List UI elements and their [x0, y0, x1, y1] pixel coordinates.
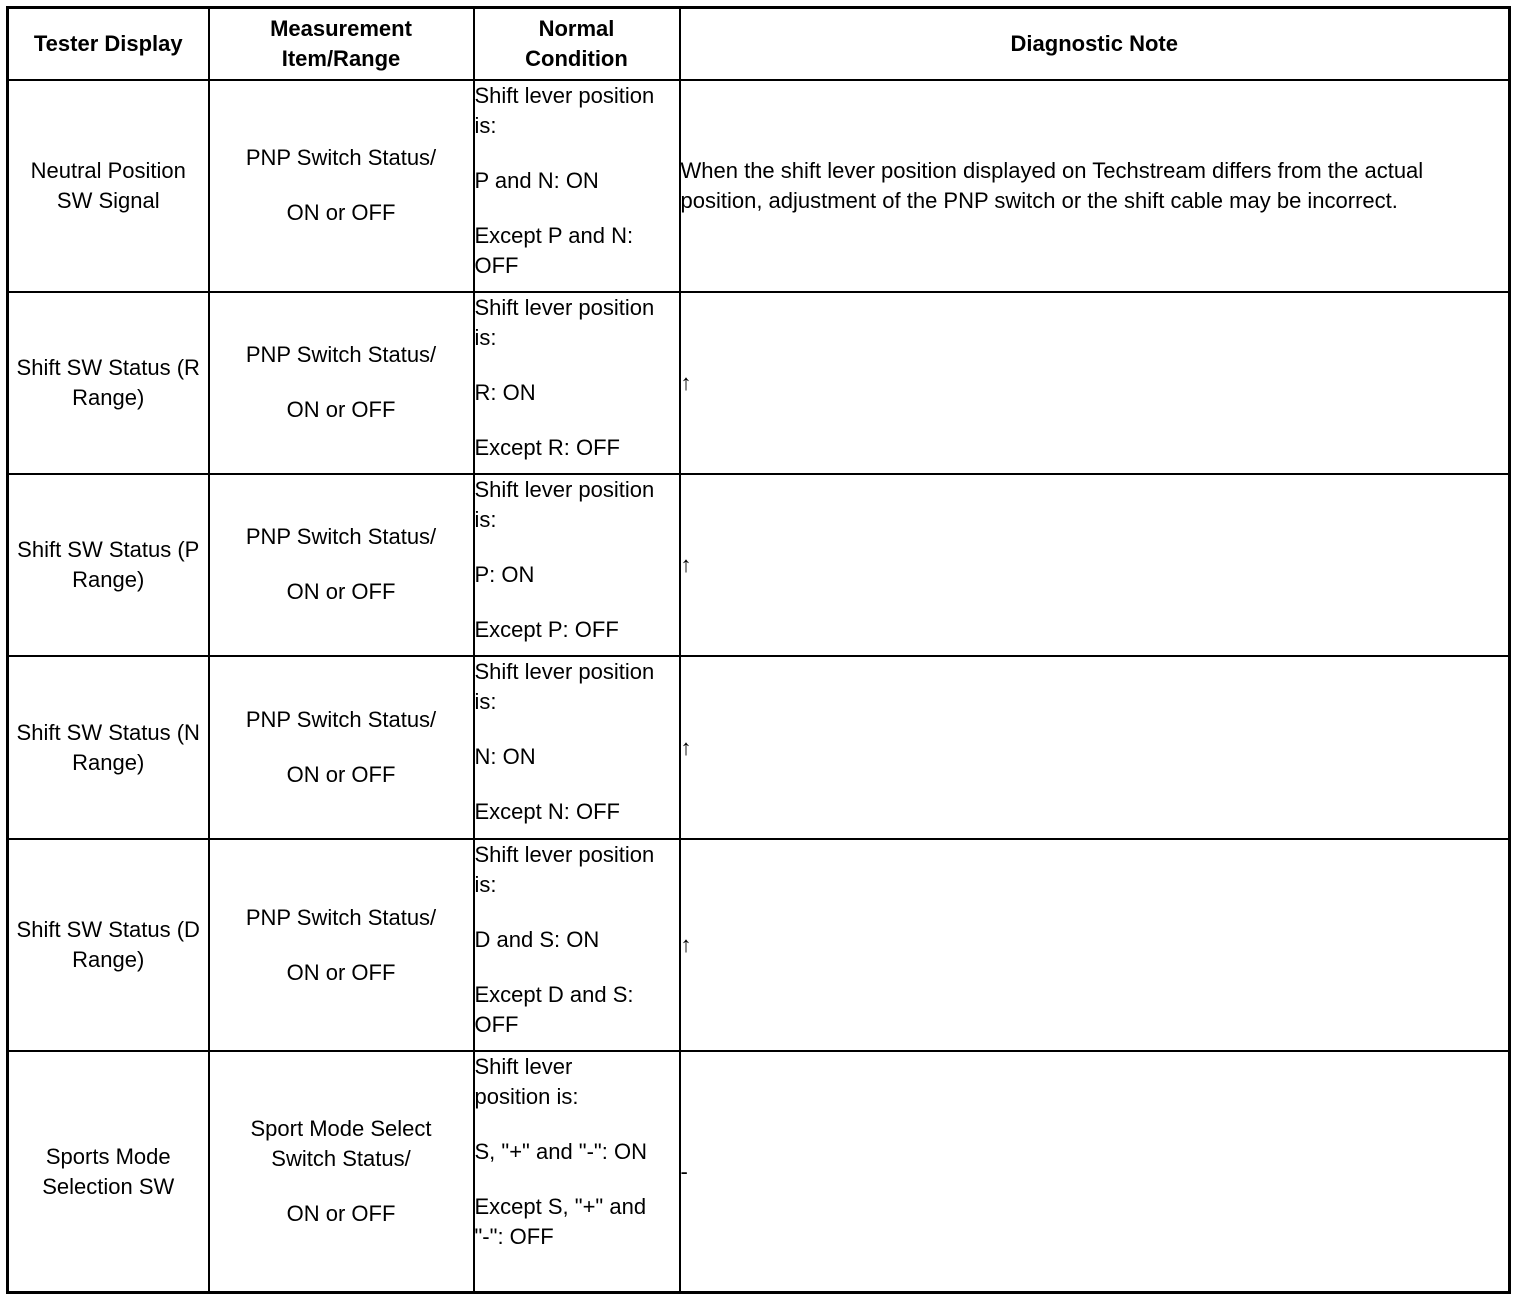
normal-condition-cell: [474, 839, 680, 1051]
normal-condition-cell: [474, 1051, 680, 1292]
condition-intro: Shift lever position is:: [474, 294, 655, 350]
normal-condition-cell: [474, 292, 680, 474]
measurement-cell: [209, 656, 474, 839]
tester-display-cell: Sports Mode Selection SW: [8, 1051, 209, 1292]
header-tester-display: Tester Display: [8, 8, 209, 80]
tester-display-cell: Shift SW Status (N Range): [8, 656, 209, 839]
diagnostic-note-cell: When the shift lever position displayed on Techstream differs from the actual position, adjustment of the PNP switch or the shift cable may be incorrect.: [680, 80, 1510, 292]
measurement-item: PNP Switch Status/: [245, 904, 437, 930]
table-header-row: [8, 8, 1510, 80]
measurement-item: PNP Switch Status/: [245, 524, 437, 550]
tester-display-cell: Shift SW Status (R Range): [8, 292, 209, 474]
measurement-range: ON or OFF: [286, 959, 396, 985]
measurement-range: ON or OFF: [286, 762, 396, 788]
condition-off: Except D and S: OFF: [474, 982, 634, 1038]
condition-intro: Shift lever position is:: [474, 476, 655, 532]
measurement-range: ON or OFF: [286, 200, 396, 226]
measurement-range: ON or OFF: [286, 1201, 396, 1227]
table-row: [8, 474, 1510, 656]
diagnostic-note-cell: -: [680, 1051, 1510, 1292]
measurement-cell: [209, 1051, 474, 1292]
measurement-range: ON or OFF: [286, 397, 396, 423]
measurement-item: Sport Mode Select Switch Status/: [250, 1116, 432, 1172]
tester-display-cell: Neutral Position SW Signal: [8, 80, 209, 292]
tester-display-cell: Shift SW Status (D Range): [8, 839, 209, 1051]
tester-display-cell: Shift SW Status (P Range): [8, 474, 209, 656]
header-diagnostic-note: Diagnostic Note: [680, 8, 1510, 80]
condition-on: D and S: ON: [474, 927, 600, 953]
condition-off: Except P and N: OFF: [474, 222, 634, 278]
condition-on: S, "+" and "-": ON: [474, 1139, 647, 1165]
table-row: [8, 1051, 1510, 1292]
condition-on: R: ON: [474, 379, 536, 405]
condition-off: Except P: OFF: [474, 616, 619, 642]
condition-intro: Shift lever position is:: [474, 82, 655, 138]
diagnostic-data-table: [6, 6, 1511, 1294]
condition-on: N: ON: [474, 743, 536, 769]
table-row: [8, 292, 1510, 474]
measurement-cell: [209, 474, 474, 656]
measurement-item: PNP Switch Status/: [245, 707, 437, 733]
diagnostic-note-cell: ↑: [680, 839, 1510, 1051]
measurement-cell: [209, 839, 474, 1051]
condition-intro: Shift lever position is:: [474, 1054, 579, 1110]
diagnostic-note-cell: ↑: [680, 656, 1510, 839]
condition-off: Except S, "+" and "-": OFF: [474, 1194, 647, 1250]
table-row: [8, 656, 1510, 839]
condition-off: Except R: OFF: [474, 434, 620, 460]
table-row: [8, 839, 1510, 1051]
condition-on: P: ON: [474, 561, 535, 587]
table-row: [8, 80, 1510, 292]
measurement-item: PNP Switch Status/: [245, 145, 437, 171]
header-measurement-item-range: Measurement Item/Range: [209, 8, 474, 80]
condition-on: P and N: ON: [474, 167, 599, 193]
normal-condition-cell: [474, 474, 680, 656]
condition-intro: Shift lever position is:: [474, 658, 655, 714]
condition-off: Except N: OFF: [474, 798, 620, 824]
diagnostic-note-cell: ↑: [680, 474, 1510, 656]
measurement-range: ON or OFF: [286, 579, 396, 605]
measurement-cell: [209, 292, 474, 474]
normal-condition-cell: [474, 656, 680, 839]
measurement-cell: [209, 80, 474, 292]
diagnostic-note-cell: ↑: [680, 292, 1510, 474]
measurement-item: PNP Switch Status/: [245, 342, 437, 368]
header-normal-condition: Normal Condition: [474, 8, 680, 80]
condition-intro: Shift lever position is:: [474, 842, 655, 898]
normal-condition-cell: [474, 80, 680, 292]
